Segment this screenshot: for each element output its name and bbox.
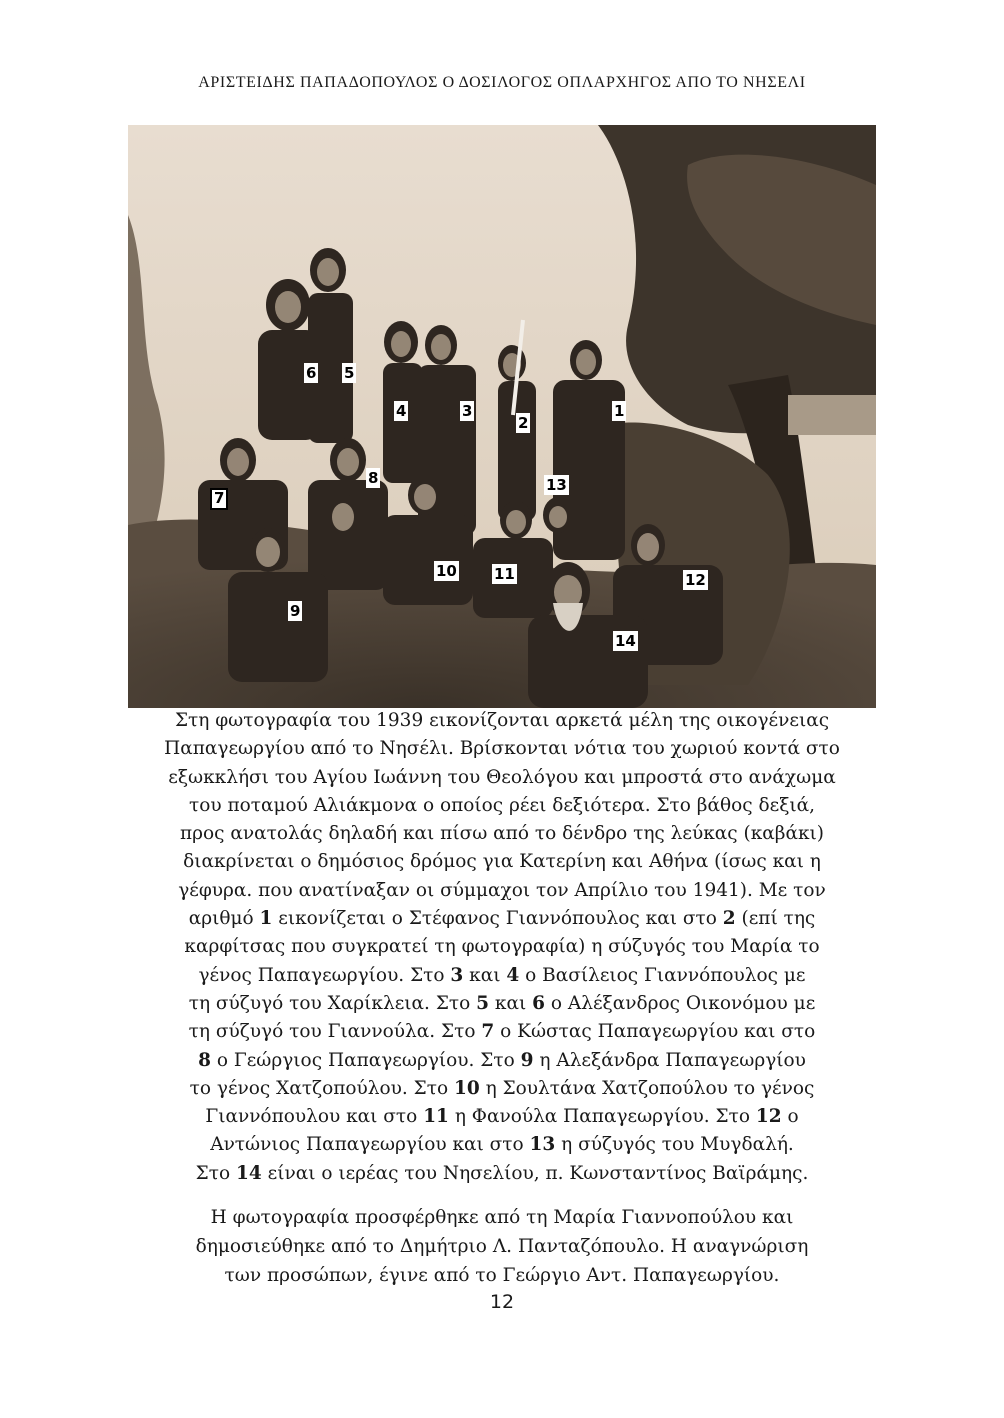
caption-line: του ποταμού Αλιάκμονα ο οποίος ρέει δεξιότερα. Στο βάθος δεξιά, (188, 794, 816, 816)
caption-line: Αντώνιος Παπαγεωργίου και στο 13 η σύζυγός του Μυγδαλή. (210, 1134, 794, 1156)
caption-line: Στη φωτογραφία του 1939 εικονίζονται αρκετά μέλη της οικογένειας (174, 710, 830, 731)
photo-label-4: 4 (396, 402, 407, 420)
caption-line: γένος Παπαγεωργίου. Στο 3 και 4 ο Βασίλειος Γιαννόπουλος με (198, 964, 806, 986)
credit-line: των προσώπων, έγινε από το Γεώργιο Αντ. Παπαγεωργίου. (224, 1265, 780, 1286)
running-header: ΑΡΙΣΤΕΙΔΗΣ ΠΑΠΑΔΟΠΟΥΛΟΣ Ο ΔΟΣΙΛΟΓΟΣ ΟΠΛΑΡΧΗΓΟΣ ΑΠΟ ΤΟ ΝΗΣΕΛΙ (198, 74, 806, 91)
photo-label-13: 13 (546, 476, 567, 494)
photo-label-3: 3 (462, 402, 473, 420)
page-number: 12 (489, 1291, 515, 1313)
credit-line: δημοσιεύθηκε από το Δημήτριο Λ. Πανταζόπουλο. Η αναγνώριση (195, 1236, 809, 1257)
caption-line: εξωκκλήσι του Αγίου Ιωάννη του Θεολόγου και μπροστά στο ανάχωμα (168, 766, 836, 788)
caption-line: 8 ο Γεώργιος Παπαγεωργίου. Στο 9 η Αλεξάνδρα Παπαγεωργίου (198, 1049, 806, 1071)
credit-line: Η φωτογραφία προσφέρθηκε από τη Μαρία Γιαννοπούλου και (210, 1207, 794, 1228)
photo-label-5: 5 (344, 364, 355, 382)
photo-label-10: 10 (436, 562, 457, 580)
photo-label-11: 11 (494, 565, 515, 583)
caption-line: αριθμό 1 εικονίζεται ο Στέφανος Γιαννόπουλος και στο 2 (επί της (188, 908, 816, 930)
caption-line: διακρίνεται ο δημόσιος δρόμος για Κατερίνη και Αθήνα (ίσως και η (183, 851, 821, 873)
photo-label-14: 14 (615, 632, 636, 650)
photo-label-7: 7 (210, 488, 228, 510)
caption-line: καρφίτσας που συγκρατεί τη φωτογραφία) η σύζυγός του Μαρία το (184, 936, 820, 958)
photo-label-8: 8 (368, 469, 379, 487)
photo-credit (120, 1203, 884, 1290)
photo-label-1: 1 (614, 402, 625, 420)
photo-label-6: 6 (306, 364, 317, 382)
caption-line: γέφυρα. που ανατίναξαν οι σύμμαχοι τον Απρίλιο του 1941). Με τον (178, 879, 826, 901)
caption-line: τη σύζυγό του Γιαννούλα. Στο 7 ο Κώστας Παπαγεωργίου και στο (188, 1021, 816, 1043)
sepia-photo-illustration (128, 125, 876, 708)
caption-line: Γιαννόπουλου και στο 11 η Φανούλα Παπαγεωργίου. Στο 12 ο (205, 1106, 799, 1128)
caption-line: προς ανατολάς δηλαδή και πίσω από το δένδρο της λεύκας (καβάκι) (179, 823, 825, 845)
caption-line: τη σύζυγό του Χαρίκλεια. Στο 5 και 6 ο Αλέξανδρος Οικονόμου με (188, 992, 816, 1014)
photo-caption (120, 707, 884, 1188)
photo-label-2: 2 (518, 414, 529, 432)
caption-line: Στο 14 είναι ο ιερέας του Νησελίου, π. Κωνσταντίνος Βαϊράμης. (195, 1162, 809, 1184)
photo-label-9: 9 (290, 602, 301, 620)
group-photograph (128, 125, 876, 708)
caption-line: το γένος Χατζοπούλου. Στο 10 η Σουλτάνα Χατζοπούλου το γένος (189, 1077, 815, 1099)
photo-label-12: 12 (685, 571, 706, 589)
caption-line: Παπαγεωργίου από το Νησέλι. Βρίσκονται νότια του χωριού κοντά στο (164, 738, 840, 760)
